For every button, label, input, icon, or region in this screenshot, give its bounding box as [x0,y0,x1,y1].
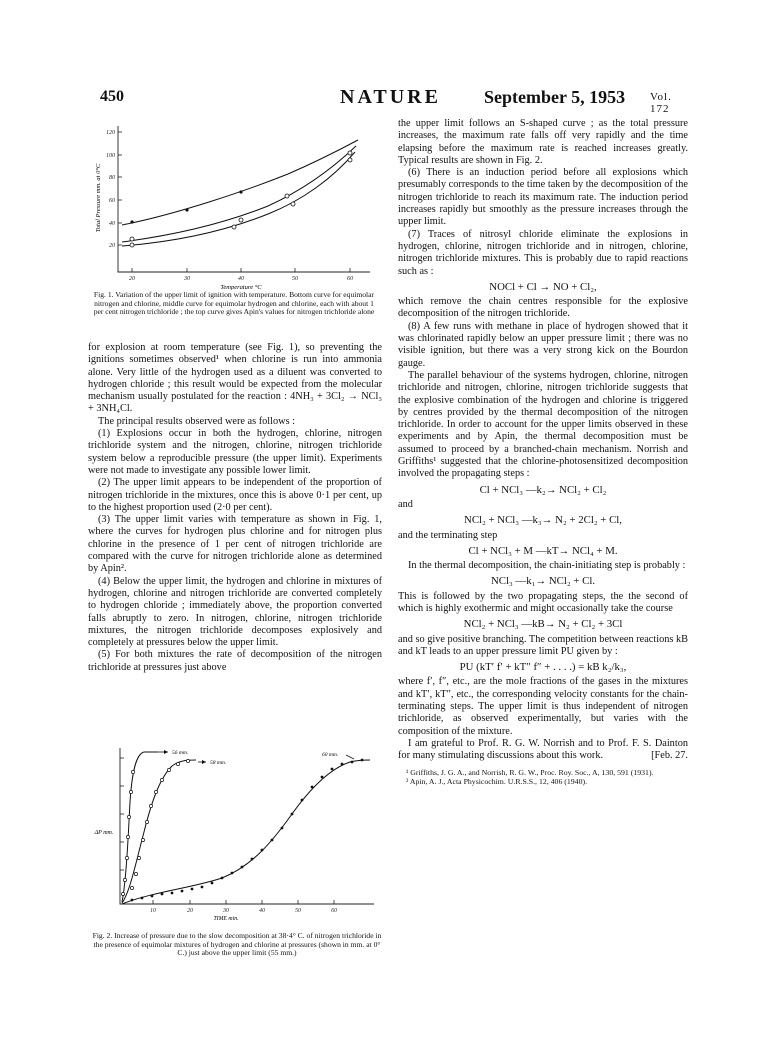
right-paragraph: The parallel behaviour of the systems hydrogen, chlorine, nitrogen trichloride and nitrogen, chlorine, nitrogen trichloride suggests that the explosive combination of the hydrogen and chlorine is triggered by centres provided by the thermal decomposition of the nitrogen trichloride. In order to account for the upper limits observed in these experiments and by Apin, the thermal decomposition must be assumed to proceed by a branched-chain mechanism. Norrish and Griffiths¹ suggested that the chlorine-photosensitized decomposition involved the propagating steps : [398,369,688,480]
fig2-point-56 [125,856,128,859]
fig2-point-60 [131,899,134,902]
equation: PU (kT′ f′ + kT″ f″ + . . . .) = kB k₂/k₃, [459,661,627,674]
fig2-point-56 [127,815,130,818]
left-paragraph: (5) For both mixtures the rate of decomposition of the nitrogen trichloride at pressures just above [88,649,382,673]
right-paragraph: and the terminating step [398,529,498,541]
fig2-point-60 [171,892,174,895]
fig2-arrowhead-58 [202,760,206,764]
fig2-point-60 [271,839,274,842]
issue-date: September 5, 1953 [484,87,626,107]
fig2-point-60 [361,759,364,762]
left-column [88,342,382,674]
fig2-point-60 [201,886,204,889]
equation: NOCl + Cl → NO + Cl₂, [489,280,597,293]
page-header [100,86,680,115]
equation: Cl + NCl₃ + M —kT→ NCl₄ + M. [468,544,618,557]
fig2-point-60 [211,882,214,885]
fig1-xtick-label: 30 [184,276,190,282]
fig1-y-axis-title: Total Pressure mm. at 0°C [95,163,102,233]
fig2-point-56 [126,835,129,838]
right-paragraph: which remove the chain centres responsible for the explosive decomposition of the nitrogen trichloride. [398,296,688,320]
right-paragraph: (7) Traces of nitrosyl chloride eliminate the explosions in hydrogen, chlorine, nitrogen trichloride and in nitrogen, chlorine, nitrogen trichloride mixtures. This is probably due to rapid reactions such as : [398,228,688,277]
fig2-point-58 [160,778,163,781]
fig2-point-60 [321,776,324,779]
fig2-point-60 [241,866,244,869]
fig1-point-hydrogen [348,151,352,155]
figure-1-frame [118,126,370,272]
fig1-point-hydrogen [130,237,134,241]
journal-title: NATURE [340,86,441,108]
fig2-point-58 [137,856,140,859]
reference-1: ¹ Griffiths, J. G. A., and Norrish, R. G. W., Proc. Roy. Soc., A, 130, 591 (1931). [406,767,654,777]
fig1-ytick-label: 20 [109,243,115,249]
fig2-xtick-label: 20 [187,908,193,914]
fig1-xtick-label: 20 [129,276,135,282]
fig1-ytick-label: 40 [109,221,115,227]
fig1-ytick-label: 120 [106,130,115,136]
fig1-point-nitrogen [130,243,134,247]
figure-2-plot [92,742,382,932]
right-paragraph: where f′, f″, etc., are the mole fractions of the gases in the mixtures and kT′, kT″, etc., the corresponding velocity constants for the chain-terminating steps. The upper limit is thus independent of nitrogen trichloride, as observed experimentally, but varies with the composition of the mixture. [398,676,688,737]
acknowledgement: I am grateful to Prof. R. G. W. Norrish and to Prof. F. S. Dainton for many stimulating discussions about this work. [398,737,688,762]
fig2-point-60 [141,897,144,900]
right-paragraph: In the thermal decomposition, the chain-initiating step is probably : [408,560,686,572]
right-paragraph: and [398,498,413,510]
fig2-x-axis-title: TIME min. [213,916,239,922]
equation: NCl₂ + NCl₃ —k₃→ N₂ + 2Cl₂ + Cl, [464,514,622,527]
right-paragraph: and so give positive branching. The competition between reactions kB and kT leads to an upper pressure limit PU given by : [398,633,688,657]
fig2-point-60 [291,813,294,816]
fig2-point-60 [261,849,264,852]
fig2-point-58 [167,768,170,771]
fig1-point-nitrogen [348,158,352,162]
fig2-curve-58mm [122,760,196,903]
figure-2 [92,742,382,932]
fig2-point-60 [191,888,194,891]
fig1-xtick-label: 50 [292,276,298,282]
fig2-point-58 [141,838,144,841]
fig1-ytick-label: 60 [109,198,115,204]
right-paragraph: (6) There is an induction period before all explosions which presumably corresponds to the time taken by the decomposition of the nitrogen trichloride to reach its maximum rate. The induction period increases rapidly but smoothly as the pressure increases through the upper limit. [398,167,688,228]
fig2-point-60 [251,858,254,861]
fig2-xtick-label: 60 [331,908,337,914]
fig1-ytick-label: 100 [106,153,115,159]
left-paragraph: The principal results observed were as follows : [98,415,296,427]
fig1-point-apin [185,208,188,211]
fig2-curve-60mm [122,760,370,904]
figure-1 [88,118,378,290]
fig2-point-56 [121,892,124,895]
left-paragraph: (1) Explosions occur in both the hydrogen, chlorine, nitrogen trichloride system and the nitrogen, chlorine, nitrogen trichloride system below a reproducible pressure (the upper limit). Experiments were not made to investigate any possible lower limit. [88,428,382,476]
reference-2: ² Apin, A. J., Acta Physicochim. U.R.S.S., 12, 406 (1940). [406,776,588,786]
fig2-point-60 [181,890,184,893]
fig2-point-58 [130,886,133,889]
fig2-xtick-label: 30 [223,908,229,914]
right-paragraph: the upper limit follows an S-shaped curve ; as the total pressure increases, the maximum rate falls off very rapidly and the time elapsing before the maximum rate is reached increases greatly. Typical results are shown in Fig. 2. [398,118,688,166]
fig2-point-60 [231,872,234,875]
fig2-label-60: 60 mm. [322,752,339,758]
right-paragraph [398,738,688,763]
fig2-point-56 [131,770,134,773]
fig1-point-apin [130,220,133,223]
fig1-point-nitrogen [232,225,236,229]
fig1-xtick-label: 60 [347,276,353,282]
fig2-y-axis-title: ΔP mm. [94,830,114,836]
fig1-point-apin [239,190,242,193]
fig1-point-nitrogen [291,202,295,206]
fig2-point-58 [134,872,137,875]
fig1-xtick-label: 40 [238,276,244,282]
fig2-point-60 [161,893,164,896]
fig1-x-axis-title: Temperature °C [220,284,262,290]
fig1-curve-hydrogen-chlorine [122,146,356,242]
fig2-point-58 [149,804,152,807]
fig2-curve-56mm [122,752,158,902]
left-paragraph: (2) The upper limit appears to be independent of the proportion of nitrogen trichloride in the mixtures, once this is above 0·1 per cent, up to the highest proportion used (2·0 per cent). [88,477,382,513]
equation: NCl₂ + NCl₃ —kB→ N₂ + Cl₂ + 3Cl [463,618,623,631]
fig1-point-hydrogen [285,194,289,198]
left-paragraph: for explosion at room temperature (see Fig. 1), so preventing the ignitions sometimes observed¹ when chlorine is run into ammonia alone. Very little of the hydrogen used as a diluent was converted to hydrogen chloride ; this result would be expected from the molecular mechanism usually postulated for the reaction : 4NH₃ + 3Cl₂ → NCl₃ + 3NH₄Cl. [88,342,382,415]
fig1-point-hydrogen [239,218,243,222]
page-number: 450 [100,88,124,105]
fig2-xtick-label: 50 [295,908,301,914]
fig2-point-58 [145,820,148,823]
fig2-point-58 [176,762,179,765]
fig2-point-58 [154,790,157,793]
right-paragraph: (8) A few runs with methane in place of hydrogen showed that it was chlorinated rapidly below an upper pressure limit ; there was no visible ignition, but there was a very strong kick on the Bourdon gauge. [398,320,688,369]
fig2-point-60 [281,827,284,830]
fig2-point-60 [221,877,224,880]
fig1-ytick-label: 80 [109,175,115,181]
figure-1-plot [88,118,378,290]
equation: Cl + NCl₃ —k₂→ NCl₂ + Cl₂ [479,483,607,496]
left-paragraph: (3) The upper limit varies with temperature as shown in Fig. 1, where the curves for hydrogen plus chlorine and for nitrogen plus chlorine in the presence of 1 per cent of nitrogen trichloride are compared with the curve for nitrogen trichloride alone as determined by Apin². [88,514,382,575]
right-column [398,118,688,786]
fig2-arrow-60 [346,755,354,759]
fig2-point-60 [151,895,154,898]
fig2-xtick-label: 10 [150,908,156,914]
fig2-xtick-label: 40 [259,908,265,914]
fig2-point-60 [351,761,354,764]
fig2-point-60 [331,768,334,771]
date-received: [Feb. 27. [651,750,688,762]
fig1-curve-nitrogen-chlorine [122,152,355,246]
figure-2-caption: Fig. 2. Increase of pressure due to the slow decomposition at 38·4° C. of nitrogen trichloride in the presence of equimolar mixtures of hydrogen and chlorine at pressures (shown in mm. at 0° C.) just above the upper limit (55 mm.) [92,931,382,958]
fig2-label-56: 56 mm. [172,750,189,756]
figure-1-caption: Fig. 1. Variation of the upper limit of ignition with temperature. Bottom curve for equimolar nitrogen and chlorine, middle curve for equimolar hydrogen and chlorine, each with about 1 per cent nitrogen trichloride ; the top curve gives Apin's values for nitrogen trichloride alone [93,290,375,317]
figure-2-frame [120,748,374,904]
fig2-point-56 [123,878,126,881]
right-paragraph: This is followed by the two propagating steps, the the second of which is highly exothermic and might occasionally take the course [398,590,688,614]
fig2-point-60 [341,763,344,766]
fig2-point-56 [129,790,132,793]
fig2-point-60 [311,786,314,789]
fig2-arrowhead-56 [164,750,168,754]
volume-label: Vol. 172 [650,91,672,115]
fig2-point-60 [301,799,304,802]
fig2-label-58: 58 mm. [210,760,227,766]
equation: NCl₃ —k₁→ NCl₂ + Cl. [490,575,596,588]
left-paragraph: (4) Below the upper limit, the hydrogen and chlorine in mixtures of hydrogen, chlorine and nitrogen trichloride are converted completely to hydrogen chloride ; immediately above, the proportion converted falls abruptly to zero. In nitrogen, chlorine, nitrogen trichloride mixtures, the nitrogen trichloride decomposes explosively and completely at pressures below the upper limit. [88,575,382,649]
fig2-point-58 [186,759,189,762]
